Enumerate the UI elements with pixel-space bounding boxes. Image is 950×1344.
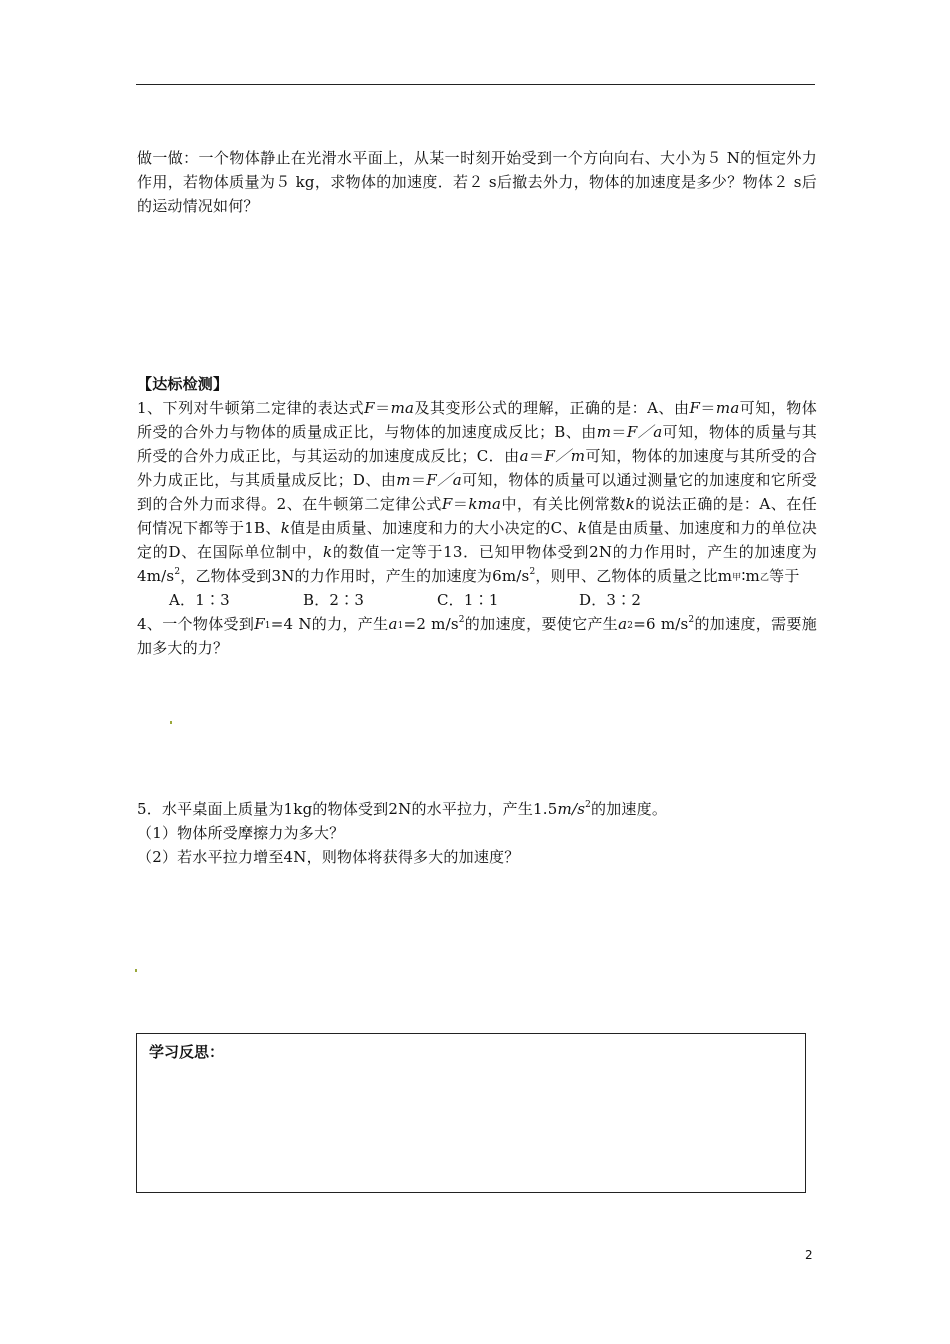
option-a[interactable]: A．1∶3 xyxy=(169,591,230,609)
page-number: 2 xyxy=(805,1248,813,1262)
try-it-text: 做一做：一个物体静止在光滑水平面上，从某一时刻开始受到一个方向向右、大小为５ N的恒定外力作用，若物体质量为５ kg，求物体的加速度．若２ s后撤去外力，物体的加速度是多少？物体２ s后的运动情况如何？ xyxy=(137,149,817,215)
stray-mark xyxy=(170,721,172,724)
stray-mark xyxy=(135,969,137,972)
question-5-block xyxy=(137,797,817,869)
answer-options xyxy=(137,588,817,612)
header-rule xyxy=(136,84,815,85)
question-4-text: 4、一个物体受到$F_1=4$ N的力，产生$a_1=2$ $m/s^2$的加速度，要使它产生$a_2=6$ $m/s^2$的加速度，需要施加多大的力？ xyxy=(137,615,817,657)
assessment-block xyxy=(137,372,817,660)
option-b[interactable]: B．2∶3 xyxy=(303,591,365,609)
option-c[interactable]: C．1∶1 xyxy=(437,591,499,609)
reflection-box[interactable] xyxy=(136,1033,806,1193)
question-1-2-text: 1、下列对牛顿第二定律的表达式F＝ma及其变形公式的理解，正确的是：A、由F＝ma可知，物体所受的合外力与物体的质量成正比，与物体的加速度成反比；B、由m＝F／a可知，物体的质量与其所受的合外力成正比，与其运动的加速度成反比；C．由a＝F／m可知，物体的加速度与其所受的合外力成正比，与其质量成反比；D、由m＝F／a可知，物体的质量可以通过测量它的加速度和它所受到的合外力而求得。2、在牛顿第二定律公式F＝kma中，有关比例常数k的说法正确的是：A、在任何情况下都等于1B、k值是由质量、加速度和力的大小决定的C、k值是由质量、加速度和力的单位决定的D、在国际单位制中，k的数值一定等于13．已知甲物体受到2N的力作用时，产生的加速度为$4m/s^2$，乙物体受到3N的力作用时，产生的加速度为$6m/s^2$，则甲、乙物体的质量之比$m_甲∶m_乙$等于 xyxy=(137,399,818,585)
option-d[interactable]: D．3∶2 xyxy=(579,591,642,609)
question-5-sub-1: （1）物体所受摩擦力为多大？ xyxy=(137,824,345,842)
question-5-sub-2: （2）若水平拉力增至4N，则物体将获得多大的加速度？ xyxy=(137,848,520,866)
try-it-block xyxy=(137,146,817,218)
section-heading: 【达标检测】 xyxy=(137,375,229,393)
reflection-title: 学习反思： xyxy=(149,1043,225,1061)
question-5-text: 5．水平桌面上质量为1kg的物体受到2N的水平拉力，产生$1.5m/s^2$的加速度。 xyxy=(137,800,668,818)
